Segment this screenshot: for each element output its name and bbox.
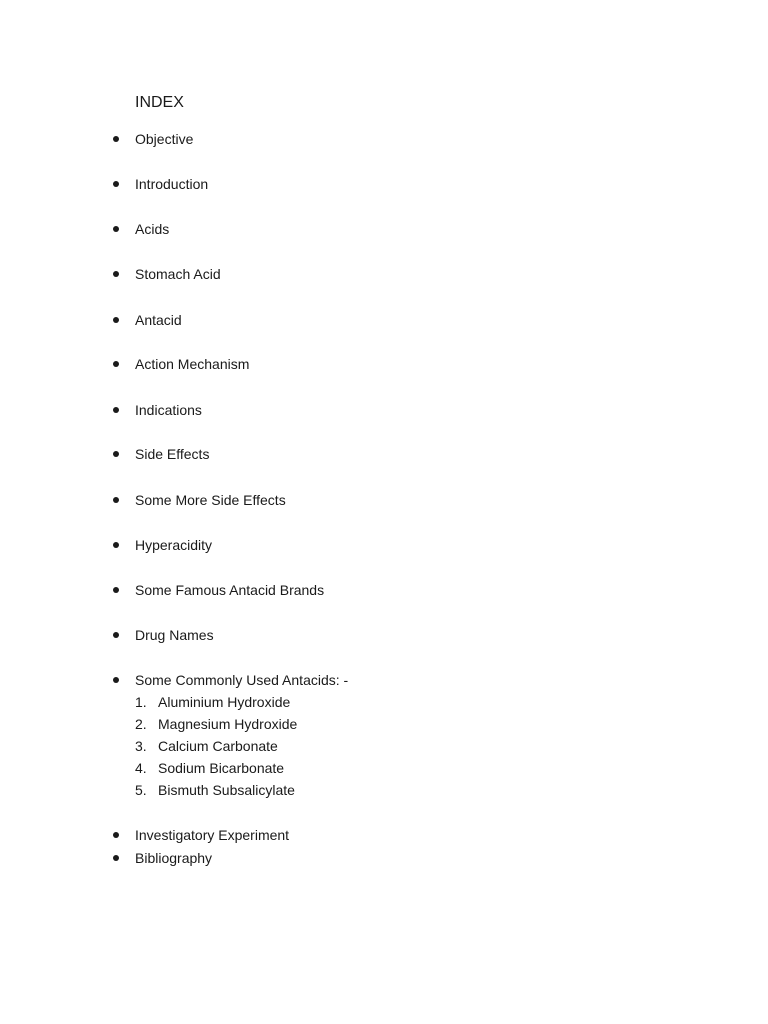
list-item-label: Indications — [135, 402, 202, 418]
bullet-icon — [113, 317, 119, 323]
list-item-label: Some Famous Antacid Brands — [135, 582, 325, 598]
list-item — [0, 625, 768, 645]
numbered-list-item — [0, 714, 768, 734]
bullet-icon — [113, 181, 119, 187]
bullet-icon — [113, 451, 119, 457]
bullet-icon — [113, 542, 119, 548]
list-item — [0, 825, 768, 845]
bullet-icon — [113, 136, 119, 142]
list-item-label: Objective — [135, 131, 194, 147]
numbered-list-item — [0, 736, 768, 756]
list-number: 4. — [135, 760, 147, 776]
list-item — [0, 535, 768, 555]
list-item — [0, 264, 768, 284]
bullet-icon — [113, 361, 119, 367]
list-item-label: Sodium Bicarbonate — [158, 760, 285, 776]
list-item-label: Calcium Carbonate — [158, 738, 278, 754]
list-item — [0, 354, 768, 374]
list-item-label: Some More Side Effects — [135, 492, 286, 508]
numbered-list-item — [0, 692, 768, 712]
list-item-label: Introduction — [135, 176, 209, 192]
bullet-icon — [113, 271, 119, 277]
bullet-icon — [113, 226, 119, 232]
bullet-icon — [113, 407, 119, 413]
list-item-label: Hyperacidity — [135, 537, 213, 553]
list-item-label: Acids — [135, 221, 170, 237]
list-item-label: Antacid — [135, 312, 182, 328]
list-item — [0, 310, 768, 330]
list-item — [0, 580, 768, 600]
list-item-label: Bibliography — [135, 850, 213, 866]
list-item-label: Drug Names — [135, 627, 214, 643]
page-title: INDEX — [135, 94, 184, 111]
bullet-icon — [113, 855, 119, 861]
bullet-icon — [113, 832, 119, 838]
numbered-list-item — [0, 758, 768, 778]
bullet-icon — [113, 677, 119, 683]
list-item — [0, 400, 768, 420]
list-number: 2. — [135, 716, 147, 732]
list-item — [0, 670, 768, 690]
list-item — [0, 848, 768, 868]
list-item — [0, 490, 768, 510]
list-item-label: Bismuth Subsalicylate — [158, 782, 295, 798]
list-item — [0, 444, 768, 464]
bullet-icon — [113, 632, 119, 638]
numbered-list-item — [0, 780, 768, 800]
list-item-label: Stomach Acid — [135, 266, 221, 282]
list-item — [0, 219, 768, 239]
list-item-label: Some Commonly Used Antacids: - — [135, 672, 349, 688]
bullet-icon — [113, 497, 119, 503]
list-item — [0, 174, 768, 194]
list-item — [0, 129, 768, 149]
list-number: 1. — [135, 694, 147, 710]
list-number: 5. — [135, 782, 147, 798]
list-item-label: Magnesium Hydroxide — [158, 716, 298, 732]
list-item-label: Action Mechanism — [135, 356, 250, 372]
list-item-label: Aluminium Hydroxide — [158, 694, 291, 710]
bullet-icon — [113, 587, 119, 593]
list-item-label: Investigatory Experiment — [135, 827, 290, 843]
list-item-label: Side Effects — [135, 446, 210, 462]
list-number: 3. — [135, 738, 147, 754]
